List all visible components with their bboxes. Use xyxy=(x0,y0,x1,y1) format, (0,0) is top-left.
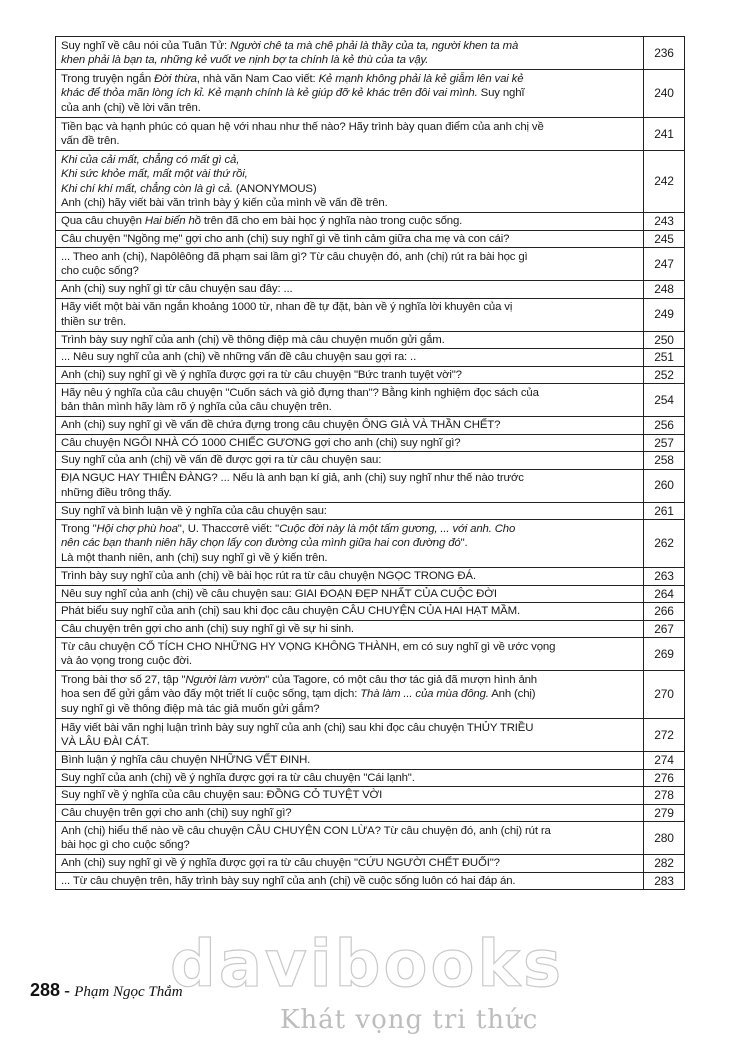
watermark-slogan: Khát vọng tri thức xyxy=(280,1005,539,1035)
entry-page-number: 236 xyxy=(644,37,685,70)
entry-page-number: 278 xyxy=(644,787,685,805)
watermark-brand: davibooks xyxy=(170,928,565,1002)
entry-line: khác để thỏa mãn lòng ích kỉ. Kẻ mạnh chính là kẻ giúp đỡ kẻ khác trên đôi vai mình. Suy nghĩ xyxy=(61,87,525,100)
entry-page-number: 250 xyxy=(644,331,685,349)
entry-page-number: 282 xyxy=(644,855,685,873)
entry-line: Khi của cải mất, chẳng có mất gì cả, xyxy=(61,153,240,166)
entry-line: bản thân mình hãy làm rõ ý nghĩa của câu chuyện trên. xyxy=(61,401,332,413)
entry-description xyxy=(56,70,644,118)
entry-description xyxy=(56,671,644,719)
entry-line: nên các bạn thanh niên hãy chọn lấy con đường của mình giữa hai con đường đó". xyxy=(61,537,468,550)
entry-line: Bình luận ý nghĩa câu chuyện NHỮNG VẾT ĐINH. xyxy=(61,754,311,766)
entry-page-number: 276 xyxy=(644,769,685,787)
entry-description xyxy=(56,118,644,151)
entry-line: Trong bài thơ số 27, tập "Người làm vườn" của Tagore, có một câu thơ tác giả đã mượn hình ảnh xyxy=(61,673,537,686)
entry-description xyxy=(56,603,644,621)
entry-line: Suy nghĩ về câu nói của Tuân Tử: Người chê ta mà chê phải là thầy của ta, người khen ta mà xyxy=(61,39,519,52)
entry-line: suy nghĩ gì về thông điệp mà tác giả muốn gửi gắm? xyxy=(61,702,320,715)
table-row xyxy=(56,70,685,118)
entry-page-number: 256 xyxy=(644,417,685,435)
entry-line: Là một thanh niên, anh (chị) suy nghĩ gì về ý kiến trên. xyxy=(61,551,328,564)
entry-description xyxy=(56,452,644,470)
entry-description xyxy=(56,822,644,855)
table-row xyxy=(56,366,685,384)
entry-page-number: 251 xyxy=(644,349,685,367)
entry-page-number: 267 xyxy=(644,620,685,638)
entry-line: VÀ LÂU ĐÀI CÁT. xyxy=(61,736,150,748)
entry-description xyxy=(56,298,644,331)
entry-line: và ảo vọng trong cuộc đời. xyxy=(61,655,192,667)
entry-page-number: 264 xyxy=(644,585,685,603)
table-row xyxy=(56,769,685,787)
table-row xyxy=(56,568,685,586)
table-row xyxy=(56,298,685,331)
entry-line: Suy nghĩ của anh (chị) về vấn đề được gợi ra từ câu chuyện sau: xyxy=(61,454,382,466)
author-name: Phạm Ngọc Thắm xyxy=(74,984,183,1000)
entry-page-number: 263 xyxy=(644,568,685,586)
entry-line: khen phải là bạn ta, những kẻ vuốt ve nịnh bợ ta chính là kẻ thù của ta vậy. xyxy=(61,54,429,66)
entry-page-number: 269 xyxy=(644,638,685,671)
entry-line: ĐỊA NGỤC HAY THIÊN ĐÀNG? ... Nếu là anh bạn kí giả, anh (chị) suy nghĩ như thế nào trước xyxy=(61,472,524,484)
entry-line: Qua câu chuyện Hai biển hồ trên đã cho em bài học ý nghĩa nào trong cuộc sống. xyxy=(61,215,463,227)
entry-description xyxy=(56,520,644,568)
entry-description xyxy=(56,855,644,873)
entry-page-number: 261 xyxy=(644,502,685,520)
entry-line: Phát biểu suy nghĩ của anh (chị) sau khi đọc câu chuyện CÂU CHUYỆN CỦA HAI HẠT MẦM. xyxy=(61,605,520,617)
entry-description xyxy=(56,349,644,367)
entry-page-number: 254 xyxy=(644,384,685,417)
entry-description xyxy=(56,568,644,586)
footer-separator: - xyxy=(64,981,70,1000)
entry-page-number: 279 xyxy=(644,804,685,822)
table-row xyxy=(56,434,685,452)
entry-page-number: 257 xyxy=(644,434,685,452)
entry-line: Anh (chị) suy nghĩ gì về vấn đề chứa đựng trong câu chuyện ÔNG GIÀ VÀ THẦN CHẾT? xyxy=(61,419,501,431)
table-row xyxy=(56,281,685,299)
table-row xyxy=(56,248,685,281)
entry-line: ... Từ câu chuyện trên, hãy trình bày suy nghĩ của anh (chị) về cuộc sống luôn có hai đáp án. xyxy=(61,874,516,887)
table-row xyxy=(56,452,685,470)
entry-line: Câu chuyện trên gợi cho anh (chị) suy nghĩ gì về sự hi sinh. xyxy=(61,622,354,635)
entry-page-number: 272 xyxy=(644,719,685,752)
entry-line: Anh (chị) hãy viết bài văn trình bày ý kiến của mình về vấn đề trên. xyxy=(61,197,388,209)
entry-page-number: 260 xyxy=(644,469,685,502)
table-row xyxy=(56,620,685,638)
entry-line: Trình bày suy nghĩ của anh (chị) về thông điệp mà câu chuyện muốn gửi gắm. xyxy=(61,333,445,346)
entry-page-number: 242 xyxy=(644,151,685,213)
entry-description xyxy=(56,417,644,435)
entry-line: Trình bày suy nghĩ của anh (chị) về bài học rút ra từ câu chuyện NGỌC TRONG ĐÁ. xyxy=(61,570,476,582)
entry-page-number: 270 xyxy=(644,671,685,719)
entry-line: Anh (chị) hiểu thế nào về câu chuyện CÂU CHUYỆN CON LỪA? Từ câu chuyện đó, anh (chị) rút ra xyxy=(61,824,551,837)
table-row xyxy=(56,872,685,890)
entry-line: của anh (chị) về lời văn trên. xyxy=(61,101,201,114)
entry-line: Trong "Hội chợ phù hoa", U. Thaccơrê viết: "Cuộc đời này là một tấm gương, ... với anh. Cho xyxy=(61,522,516,535)
table-row xyxy=(56,855,685,873)
table-row xyxy=(56,151,685,213)
entry-description xyxy=(56,719,644,752)
entry-line: vấn đề trên. xyxy=(61,135,120,147)
entry-line: Câu chuyện NGÔI NHÀ CÓ 1000 CHIẾC GƯƠNG gợi cho anh (chị) suy nghĩ gì? xyxy=(61,436,461,449)
page-number: 288 xyxy=(30,980,61,1000)
entry-description xyxy=(56,366,644,384)
entry-description xyxy=(56,769,644,787)
entry-page-number: 274 xyxy=(644,752,685,770)
table-row xyxy=(56,787,685,805)
entry-description xyxy=(56,502,644,520)
entry-line: Suy nghĩ và bình luận về ý nghĩa của câu chuyện sau: xyxy=(61,504,327,517)
entry-line: Từ câu chuyện CỔ TÍCH CHO NHỮNG HY VỌNG KHÔNG THÀNH, em có suy nghĩ gì về ước vọng xyxy=(61,640,556,653)
table-row xyxy=(56,384,685,417)
entry-line: Hãy viết bài văn nghị luận trình bày suy nghĩ của anh (chị) sau khi đọc câu chuyện THỦY TRIỀU xyxy=(61,721,534,734)
entry-line: Hãy nêu ý nghĩa của câu chuyện "Cuốn sách và giỏ đựng than"? Bằng kinh nghiệm đọc sách của xyxy=(61,386,539,399)
table-row xyxy=(56,719,685,752)
entry-line: ... Nêu suy nghĩ của anh (chị) về những vấn đề câu chuyện sau gợi ra: .. xyxy=(61,351,417,363)
entry-line: Anh (chị) suy nghĩ gì từ câu chuyện sau đây: ... xyxy=(61,283,293,295)
entry-line: Hãy viết một bài văn ngắn khoảng 1000 từ, nhan đề tự đặt, bàn về ý nghĩa lời khuyên của vị xyxy=(61,301,513,313)
entry-page-number: 283 xyxy=(644,872,685,890)
entry-page-number: 241 xyxy=(644,118,685,151)
entry-description xyxy=(56,787,644,805)
entry-page-number: 280 xyxy=(644,822,685,855)
entry-line: Câu chuyện trên gợi cho anh (chị) suy nghĩ gì? xyxy=(61,806,292,819)
entry-description xyxy=(56,620,644,638)
entry-page-number: 266 xyxy=(644,603,685,621)
entry-line: những điều trông thấy. xyxy=(61,486,172,499)
table-row xyxy=(56,752,685,770)
entry-line: bài học gì cho cuộc sống? xyxy=(61,839,190,851)
table-row xyxy=(56,469,685,502)
table-row xyxy=(56,585,685,603)
table-row xyxy=(56,638,685,671)
entry-line: hoa sen để gửi gắm vào đấy một triết lí cuộc sống, tạm dịch: Thà làm ... của mùa đông. Anh (chị) xyxy=(61,688,536,701)
entry-description xyxy=(56,331,644,349)
entry-line: Anh (chị) suy nghĩ gì về ý nghĩa được gợi ra từ câu chuyện "CỨU NGƯỜI CHẾT ĐUỐI"? xyxy=(61,857,500,869)
entry-line: Khi sức khỏe mất, mất một vài thứ rồi, xyxy=(61,168,248,180)
entry-description xyxy=(56,638,644,671)
entry-page-number: 258 xyxy=(644,452,685,470)
entry-line: ... Theo anh (chị), Napôlêông đã phạm sai lầm gì? Từ câu chuyện đó, anh (chị) rút ra bài học gì xyxy=(61,250,528,263)
table-row xyxy=(56,502,685,520)
entry-description xyxy=(56,804,644,822)
page-footer xyxy=(30,980,183,1001)
table-row xyxy=(56,213,685,231)
entry-description xyxy=(56,37,644,70)
entry-page-number: 245 xyxy=(644,230,685,248)
entry-line: Suy nghĩ của anh (chị) về ý nghĩa được gợi ra từ câu chuyện "Cái lạnh". xyxy=(61,771,415,784)
entry-description xyxy=(56,752,644,770)
entry-page-number: 243 xyxy=(644,213,685,231)
table-row xyxy=(56,331,685,349)
entry-description xyxy=(56,281,644,299)
entry-line: Nêu suy nghĩ của anh (chị) về câu chuyện sau: GIAI ĐOẠN ĐẸP NHẤT CỦA CUỘC ĐỜI xyxy=(61,587,497,600)
table-row xyxy=(56,804,685,822)
entry-page-number: 240 xyxy=(644,70,685,118)
contents-table-body xyxy=(56,37,685,890)
entry-description xyxy=(56,872,644,890)
entry-line: Anh (chị) suy nghĩ gì về ý nghĩa được gợi ra từ câu chuyện "Bức tranh tuyệt vời"? xyxy=(61,368,462,381)
entry-description xyxy=(56,384,644,417)
entry-page-number: 247 xyxy=(644,248,685,281)
entry-line: Suy nghĩ về ý nghĩa của câu chuyện sau: ĐỒNG CỎ TUYỆT VỜI xyxy=(61,789,383,801)
entry-description xyxy=(56,213,644,231)
table-row xyxy=(56,118,685,151)
table-row xyxy=(56,37,685,70)
table-row xyxy=(56,230,685,248)
table-row xyxy=(56,671,685,719)
entry-description xyxy=(56,585,644,603)
table-row xyxy=(56,520,685,568)
entry-description xyxy=(56,230,644,248)
entry-description xyxy=(56,469,644,502)
entry-description xyxy=(56,248,644,281)
contents-table xyxy=(55,36,685,890)
table-row xyxy=(56,417,685,435)
entry-page-number: 252 xyxy=(644,366,685,384)
table-row xyxy=(56,822,685,855)
entry-line: Trong truyện ngắn Đời thừa, nhà văn Nam Cao viết: Kẻ mạnh không phải là kẻ giẫm lên vai kẻ xyxy=(61,72,524,85)
entry-line: Tiền bạc và hạnh phúc có quan hệ với nhau như thế nào? Hãy trình bày quan điểm của anh chị về xyxy=(61,120,544,133)
entry-page-number: 262 xyxy=(644,520,685,568)
entry-line: Khi chí khí mất, chẳng còn là gì cả. (ANONYMOUS) xyxy=(61,182,317,195)
entry-description xyxy=(56,151,644,213)
entry-description xyxy=(56,434,644,452)
table-row xyxy=(56,603,685,621)
entry-line: thiền sư trên. xyxy=(61,315,127,328)
entry-page-number: 249 xyxy=(644,298,685,331)
entry-page-number: 248 xyxy=(644,281,685,299)
entry-line: Câu chuyện "Ngồng mẹ" gợi cho anh (chị) suy nghĩ gì về tình cảm giữa cha mẹ và con cái? xyxy=(61,232,510,245)
entry-line: cho cuộc sống? xyxy=(61,265,139,277)
table-row xyxy=(56,349,685,367)
